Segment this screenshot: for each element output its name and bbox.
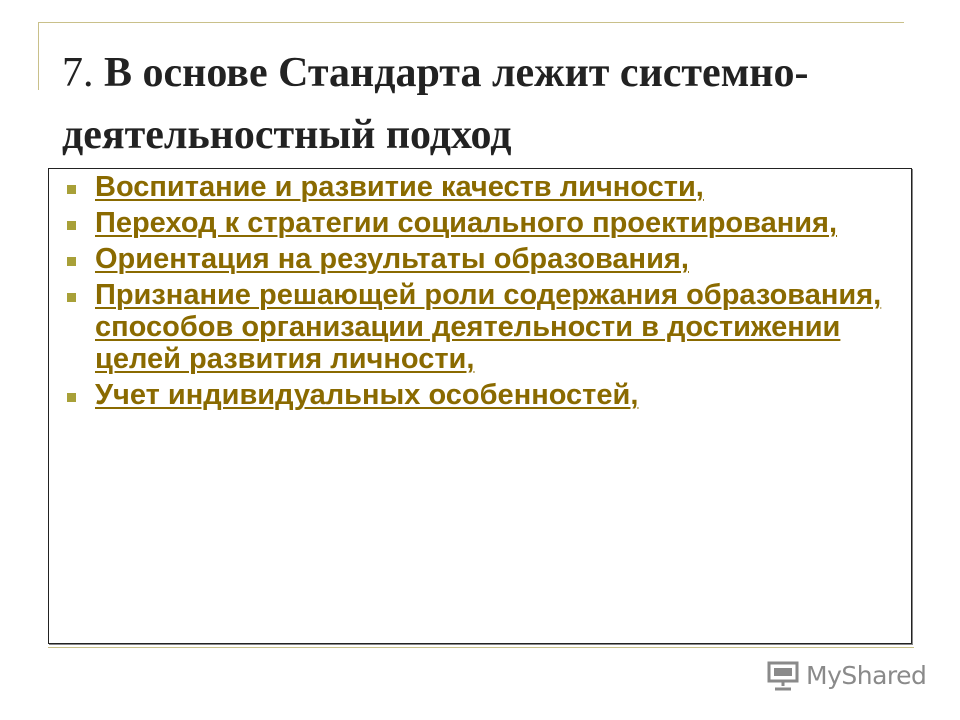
presentation-board-icon [766,659,800,691]
square-bullet-icon [67,185,76,194]
list-item [61,207,901,239]
square-bullet-icon [67,293,76,302]
left-accent-line [38,22,39,90]
list-item [61,171,901,203]
square-bullet-icon [67,221,76,230]
list-item-link[interactable]: Признание решающей роли содержания образования, способов организации деятельности в достижении целей развития личности, [95,279,882,375]
watermark [766,658,926,692]
bottom-accent-line [48,647,914,648]
bullet-list [61,171,901,415]
list-item-link[interactable]: Ориентация на результаты образования, [95,243,689,275]
slide-title-number: 7. [62,50,94,96]
list-item [61,279,901,375]
list-item-link[interactable]: Учет индивидуальных особенностей, [95,379,639,411]
content-box [48,168,912,644]
square-bullet-icon [67,393,76,402]
top-accent-line [38,22,904,23]
list-item [61,379,901,411]
slide-title [62,42,922,166]
list-item [61,243,901,275]
watermark-text: MyShared [806,660,927,690]
list-item-link[interactable]: Воспитание и развитие качеств личности, [95,171,704,203]
list-item-link[interactable]: Переход к стратегии социального проектирования, [95,207,838,239]
slide-title-text: В основе Стандарта лежит системно-деятельностный подход [62,50,809,158]
square-bullet-icon [67,257,76,266]
